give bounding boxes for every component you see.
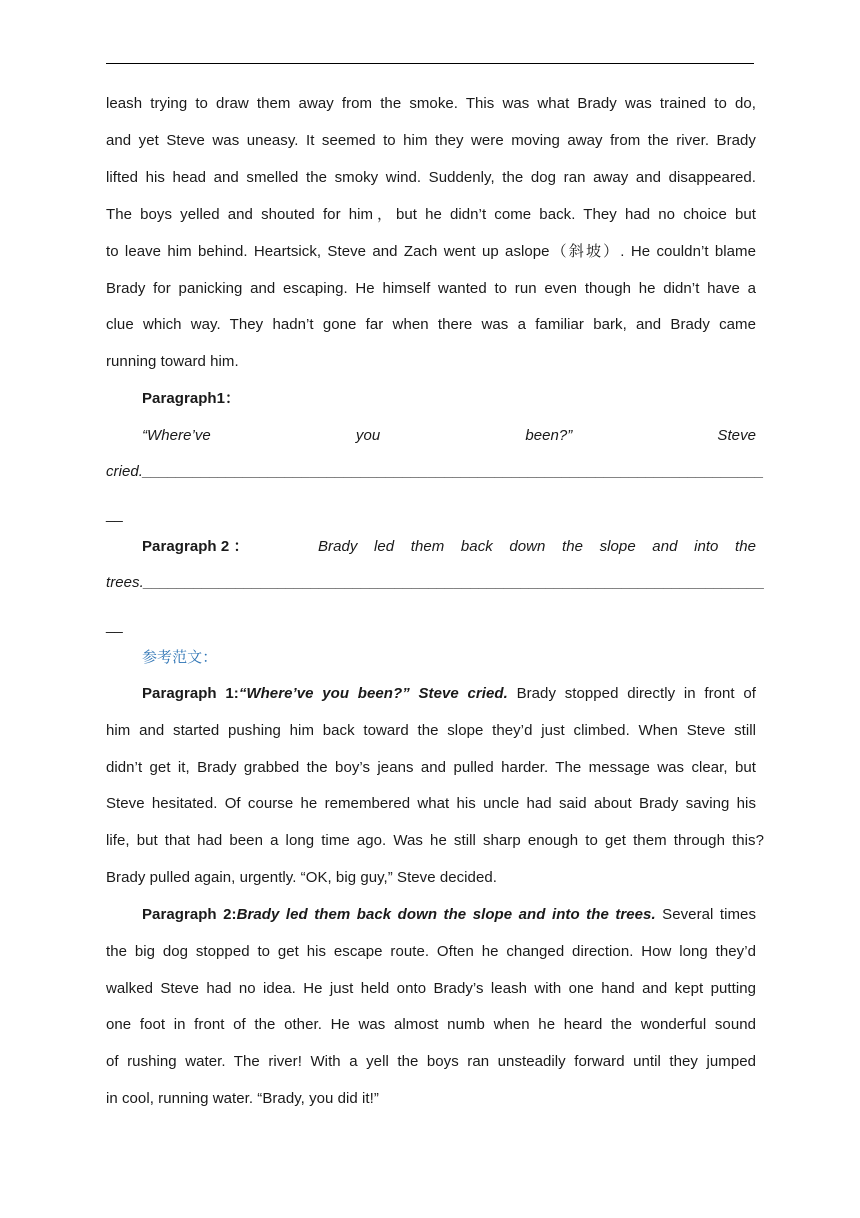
sample-paragraph1-first-line: Paragraph 1:“Where’ve you been?” Steve cried. Brady stopped directly in front of (142, 685, 756, 702)
task-paragraph1-opening: “Where’ve you been?” Steve (142, 427, 757, 444)
task-paragraph2-opening (142, 537, 756, 557)
sample-paragraph1-line: Steve hesitated. Of course he remembered what his uncle had said about Brady saving his (106, 795, 756, 812)
sample-paragraph2-line: one foot in front of the other. He was almost numb when he heard the wonderful sound (106, 1016, 756, 1033)
sample-paragraph1-line: life, but that had been a long time ago. Was he still sharp enough to get them through this? (106, 832, 764, 849)
sample-paragraph1-line: him and started pushing him back toward the slope they’d just climbed. When Steve still (106, 722, 756, 739)
sample-paragraph2-line: the big dog stopped to get his escape route. Often he changed direction. How long they’d (106, 943, 756, 960)
sample-paragraph2-line: in cool, running water. “Brady, you did it!” (106, 1090, 379, 1107)
story-line: to leave him behind. Heartsick, Steve and Zach went up aslope（斜坡）. He couldn’t blame (106, 243, 756, 260)
task-paragraph2-answer-line: trees.__________________________________________________________________________ (106, 574, 765, 591)
task-paragraph2-words: Brady led them back down the slope and into the (318, 538, 757, 555)
story-line: clue which way. They hadn’t gone far when there was a familiar bark, and Brady came (106, 316, 756, 333)
story-line: Brady for panicking and escaping. He himself wanted to run even though he didn’t have a (106, 280, 756, 297)
sample-paragraph2-first-line: Paragraph 2:Brady led them back down the slope and into the trees. Several times (142, 906, 756, 923)
story-line: and yet Steve was uneasy. It seemed to him they were moving away from the river. Brady (106, 132, 756, 149)
task-paragraph1-answer-line: cried.__________________________________________________________________________ (106, 463, 765, 480)
story-line: The boys yelled and shouted for him，but he didn’t come back. They had no choice but (106, 206, 756, 223)
task-paragraph1-answer-tail: __ (106, 506, 123, 523)
task-paragraph2-label: Paragraph 2 ： (142, 538, 249, 555)
story-line: lifted his head and smelled the smoky wind. Suddenly, the dog ran away and disappeared. (106, 169, 756, 186)
task-paragraph1-label: Paragraph1： (142, 390, 241, 407)
sample-paragraph2-line: of rushing water. The river! With a yell the boys ran unsteadily forward until they jumped (106, 1053, 756, 1070)
header-rule (106, 63, 754, 64)
story-line: leash trying to draw them away from the smoke. This was what Brady was trained to do, (106, 95, 756, 112)
sample-paragraph1-line: didn’t get it, Brady grabbed the boy’s jeans and pulled harder. The message was clear, but (106, 759, 756, 776)
sample-paragraph2-line: walked Steve had no idea. He just held onto Brady’s leash with one hand and kept putting (106, 980, 756, 997)
task-paragraph2-answer-tail: __ (106, 617, 123, 634)
sample-heading: 参考范文： (142, 648, 218, 666)
sample-paragraph1-line: Brady pulled again, urgently. “OK, big guy,” Steve decided. (106, 869, 497, 886)
story-line: running toward him. (106, 353, 239, 370)
